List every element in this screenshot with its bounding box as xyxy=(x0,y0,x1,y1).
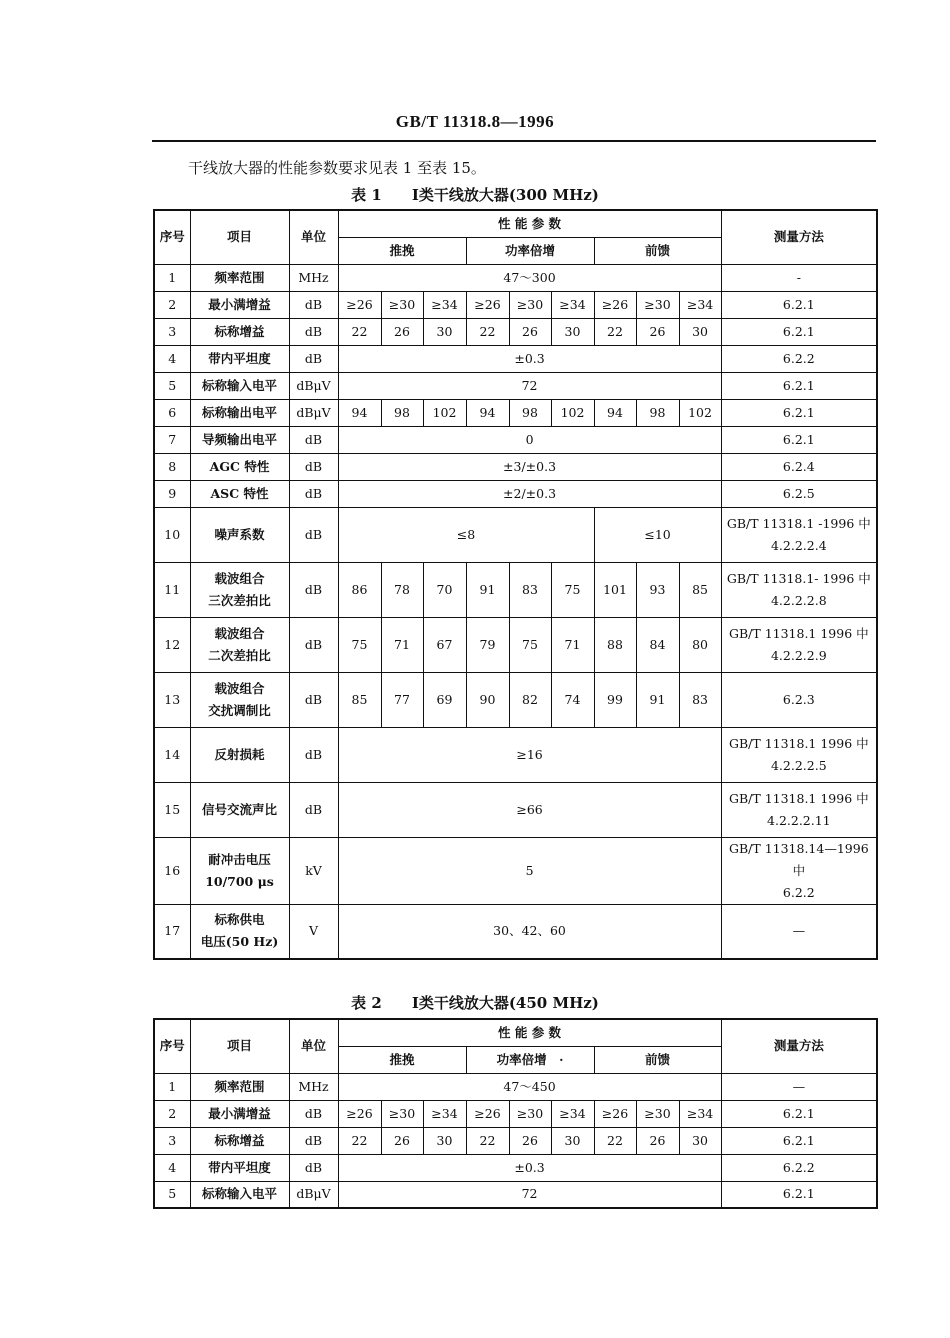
method-line: 4.2.2.2.11 xyxy=(767,812,831,828)
seq-cell: 13 xyxy=(154,672,190,727)
seq-cell: 12 xyxy=(154,617,190,672)
item-cell: 最小满增益 xyxy=(190,291,289,318)
intro-paragraph: 干线放大器的性能参数要求见表 1 至表 15。 xyxy=(188,159,486,177)
unit-cell: dB xyxy=(289,507,338,562)
method-cell: 6.2.1 xyxy=(721,426,877,453)
table1-header-row xyxy=(154,210,877,237)
value-cell: ≥34 xyxy=(423,1100,466,1127)
seq-cell: 3 xyxy=(154,318,190,345)
table-row xyxy=(154,562,877,617)
value-cell: 22 xyxy=(466,318,509,345)
item-cell: 带内平坦度 xyxy=(190,1154,289,1181)
value-cell: 78 xyxy=(381,562,423,617)
value-cell: ≥34 xyxy=(423,291,466,318)
item-cell: 导频输出电平 xyxy=(190,426,289,453)
unit-cell: dB xyxy=(289,291,338,318)
table-row xyxy=(154,345,877,372)
method-line: 4.2.2.2.4 xyxy=(770,537,827,553)
method-line: GB/T 11318.1 -1996 中 xyxy=(726,515,871,531)
value-cell: ±2/±0.3 xyxy=(338,480,721,507)
value-cell: ≥26 xyxy=(466,291,509,318)
item-cell: 频率范围 xyxy=(190,264,289,291)
item-line: 电压(50 Hz) xyxy=(200,934,279,950)
value-cell: 91 xyxy=(466,562,509,617)
value-cell: ≥34 xyxy=(679,1100,721,1127)
value-cell: 75 xyxy=(338,617,381,672)
method-cell xyxy=(721,727,877,782)
value-cell: ≥26 xyxy=(338,291,381,318)
table1-col-power: 功率倍增 xyxy=(466,237,594,264)
value-cell: 98 xyxy=(509,399,551,426)
value-cell: 102 xyxy=(551,399,594,426)
value-cell: 98 xyxy=(381,399,423,426)
value-cell: ≥26 xyxy=(338,1100,381,1127)
value-cell: 22 xyxy=(466,1127,509,1154)
value-cell: 84 xyxy=(636,617,679,672)
value-cell: 88 xyxy=(594,617,636,672)
value-cell: 67 xyxy=(423,617,466,672)
seq-cell: 11 xyxy=(154,562,190,617)
table2-col-perf: 性 能 参 数 xyxy=(338,1019,721,1046)
item-line: 三次差拍比 xyxy=(208,592,271,608)
table1-col-item: 项目 xyxy=(190,210,289,264)
value-cell: ≥30 xyxy=(509,291,551,318)
seq-cell: 9 xyxy=(154,480,190,507)
value-cell: ≥30 xyxy=(381,1100,423,1127)
unit-cell: dBμV xyxy=(289,1181,338,1208)
method-cell: - xyxy=(721,264,877,291)
method-cell: 6.2.3 xyxy=(721,672,877,727)
method-cell: 6.2.1 xyxy=(721,1181,877,1208)
method-cell xyxy=(721,837,877,904)
value-cell: 71 xyxy=(551,617,594,672)
value-cell: 30 xyxy=(551,1127,594,1154)
seq-cell: 4 xyxy=(154,1154,190,1181)
table-row xyxy=(154,318,877,345)
item-cell: 带内平坦度 xyxy=(190,345,289,372)
table-row xyxy=(154,904,877,959)
table-row xyxy=(154,1154,877,1181)
item-cell xyxy=(190,617,289,672)
table2-col-push: 推挽 xyxy=(338,1046,466,1073)
value-cell: 102 xyxy=(679,399,721,426)
value-cell: 99 xyxy=(594,672,636,727)
value-cell: ≥26 xyxy=(594,1100,636,1127)
method-cell xyxy=(721,562,877,617)
value-cell: 30 xyxy=(423,1127,466,1154)
method-line: 4.2.2.2.5 xyxy=(770,757,827,773)
seq-cell: 2 xyxy=(154,1100,190,1127)
value-cell: 94 xyxy=(338,399,381,426)
item-line: 载波组合 xyxy=(214,570,265,586)
method-cell xyxy=(721,782,877,837)
seq-cell: 14 xyxy=(154,727,190,782)
item-cell: 最小满增益 xyxy=(190,1100,289,1127)
table2-caption-title: Ⅰ类干线放大器(450 MHz) xyxy=(411,994,599,1012)
value-cell: 22 xyxy=(594,318,636,345)
item-line: 载波组合 xyxy=(214,625,265,641)
table2-col-item: 项目 xyxy=(190,1019,289,1073)
value-cell: ≥34 xyxy=(551,1100,594,1127)
item-cell: 标称输入电平 xyxy=(190,372,289,399)
item-cell: AGC 特性 xyxy=(190,453,289,480)
table1-col-unit: 单位 xyxy=(289,210,338,264)
seq-cell: 1 xyxy=(154,1073,190,1100)
seq-cell: 4 xyxy=(154,345,190,372)
table-row xyxy=(154,672,877,727)
value-cell: 69 xyxy=(423,672,466,727)
value-cell: 101 xyxy=(594,562,636,617)
unit-cell: dB xyxy=(289,727,338,782)
table1-col-seq: 序号 xyxy=(154,210,190,264)
table2-header-row xyxy=(154,1019,877,1046)
unit-cell: MHz xyxy=(289,1073,338,1100)
value-cell: 82 xyxy=(509,672,551,727)
unit-cell: dB xyxy=(289,345,338,372)
value-cell: 85 xyxy=(338,672,381,727)
table1-caption-title: Ⅰ类干线放大器(300 MHz) xyxy=(411,186,599,204)
table1-col-ff: 前馈 xyxy=(594,237,721,264)
value-cell: 30 xyxy=(423,318,466,345)
table-row xyxy=(154,1100,877,1127)
value-cell: 85 xyxy=(679,562,721,617)
table1-col-push: 推挽 xyxy=(338,237,466,264)
item-line: 交扰调制比 xyxy=(208,702,271,718)
table-row xyxy=(154,507,877,562)
method-cell: 6.2.2 xyxy=(721,345,877,372)
value-cell: 72 xyxy=(338,372,721,399)
value-cell: 30、42、60 xyxy=(338,904,721,959)
unit-cell: dB xyxy=(289,426,338,453)
seq-cell: 6 xyxy=(154,399,190,426)
table2 xyxy=(153,1018,878,1209)
item-cell xyxy=(190,904,289,959)
value-cell: ≥30 xyxy=(636,1100,679,1127)
seq-cell: 5 xyxy=(154,1181,190,1208)
value-cell: 83 xyxy=(509,562,551,617)
seq-cell: 8 xyxy=(154,453,190,480)
item-cell: 标称增益 xyxy=(190,318,289,345)
table-row xyxy=(154,727,877,782)
item-cell: 信号交流声比 xyxy=(190,782,289,837)
table-row xyxy=(154,480,877,507)
item-cell: 标称输入电平 xyxy=(190,1181,289,1208)
unit-cell: dB xyxy=(289,617,338,672)
value-cell: ≥16 xyxy=(338,727,721,782)
method-cell: 6.2.1 xyxy=(721,399,877,426)
method-cell: 6.2.2 xyxy=(721,1154,877,1181)
table-row xyxy=(154,1127,877,1154)
unit-cell: dB xyxy=(289,1100,338,1127)
table-row xyxy=(154,372,877,399)
seq-cell: 16 xyxy=(154,837,190,904)
value-cell: 26 xyxy=(509,1127,551,1154)
unit-cell: dB xyxy=(289,1127,338,1154)
value-cell: 26 xyxy=(636,1127,679,1154)
value-cell: 79 xyxy=(466,617,509,672)
item-cell: 标称输出电平 xyxy=(190,399,289,426)
method-cell: 6.2.4 xyxy=(721,453,877,480)
table1-col-perf: 性 能 参 数 xyxy=(338,210,721,237)
value-cell: 94 xyxy=(594,399,636,426)
unit-cell: dB xyxy=(289,782,338,837)
header-rule xyxy=(152,140,876,142)
value-cell: 0 xyxy=(338,426,721,453)
value-cell: 22 xyxy=(338,1127,381,1154)
value-cell: ≤10 xyxy=(594,507,721,562)
value-cell: 26 xyxy=(381,318,423,345)
unit-cell: kV xyxy=(289,837,338,904)
unit-cell: dB xyxy=(289,562,338,617)
value-cell: ±0.3 xyxy=(338,345,721,372)
unit-cell: dB xyxy=(289,1154,338,1181)
seq-cell: 5 xyxy=(154,372,190,399)
table2-col-seq: 序号 xyxy=(154,1019,190,1073)
unit-cell: dB xyxy=(289,672,338,727)
seq-cell: 2 xyxy=(154,291,190,318)
table-row xyxy=(154,1181,877,1208)
value-cell: 30 xyxy=(679,1127,721,1154)
item-cell xyxy=(190,672,289,727)
seq-cell: 15 xyxy=(154,782,190,837)
value-cell: ≥30 xyxy=(636,291,679,318)
item-line: 二次差拍比 xyxy=(208,647,271,663)
value-cell: 80 xyxy=(679,617,721,672)
value-cell: ≤8 xyxy=(338,507,594,562)
value-cell: 91 xyxy=(636,672,679,727)
table-row xyxy=(154,426,877,453)
seq-cell: 1 xyxy=(154,264,190,291)
method-line: 4.2.2.2.9 xyxy=(770,647,827,663)
item-cell: 噪声系数 xyxy=(190,507,289,562)
table-row xyxy=(154,453,877,480)
item-line: 载波组合 xyxy=(214,680,265,696)
value-cell: 90 xyxy=(466,672,509,727)
table-row xyxy=(154,617,877,672)
table2-col-method: 测量方法 xyxy=(721,1019,877,1073)
value-cell: 75 xyxy=(551,562,594,617)
table-row xyxy=(154,399,877,426)
item-cell: 反射损耗 xyxy=(190,727,289,782)
value-cell: 5 xyxy=(338,837,721,904)
value-cell: ±0.3 xyxy=(338,1154,721,1181)
value-cell: ≥30 xyxy=(509,1100,551,1127)
value-cell: 77 xyxy=(381,672,423,727)
seq-cell: 3 xyxy=(154,1127,190,1154)
table1-col-method: 测量方法 xyxy=(721,210,877,264)
table-row xyxy=(154,291,877,318)
value-cell: 83 xyxy=(679,672,721,727)
table1 xyxy=(153,209,878,960)
method-cell: 6.2.1 xyxy=(721,291,877,318)
value-cell: 74 xyxy=(551,672,594,727)
table2-col-unit: 单位 xyxy=(289,1019,338,1073)
value-cell: 86 xyxy=(338,562,381,617)
unit-cell: dBμV xyxy=(289,399,338,426)
value-cell: ≥26 xyxy=(594,291,636,318)
item-cell xyxy=(190,562,289,617)
table-row xyxy=(154,782,877,837)
table2-caption xyxy=(0,992,950,1013)
value-cell: ≥34 xyxy=(551,291,594,318)
value-cell: 70 xyxy=(423,562,466,617)
value-cell: ≥30 xyxy=(381,291,423,318)
item-cell: ASC 特性 xyxy=(190,480,289,507)
method-cell: 6.2.1 xyxy=(721,372,877,399)
value-cell: 102 xyxy=(423,399,466,426)
value-cell: 71 xyxy=(381,617,423,672)
unit-cell: dB xyxy=(289,453,338,480)
method-line: GB/T 11318.1 1996 中 xyxy=(729,790,869,806)
method-line: GB/T 11318.1 1996 中 xyxy=(729,625,869,641)
item-cell: 标称增益 xyxy=(190,1127,289,1154)
value-cell: 22 xyxy=(338,318,381,345)
method-line: GB/T 11318.1 1996 中 xyxy=(729,735,869,751)
method-cell: 6.2.1 xyxy=(721,1127,877,1154)
unit-cell: V xyxy=(289,904,338,959)
value-cell: ≥66 xyxy=(338,782,721,837)
table-row xyxy=(154,264,877,291)
value-cell: ±3/±0.3 xyxy=(338,453,721,480)
value-cell: 47～450 xyxy=(338,1073,721,1100)
method-line: 6.2.2 xyxy=(782,884,815,900)
value-cell: 26 xyxy=(509,318,551,345)
method-cell: 6.2.1 xyxy=(721,1100,877,1127)
method-cell: — xyxy=(721,1073,877,1100)
value-cell: 94 xyxy=(466,399,509,426)
method-cell xyxy=(721,507,877,562)
item-cell: 频率范围 xyxy=(190,1073,289,1100)
method-cell: — xyxy=(721,904,877,959)
table2-col-ff: 前馈 xyxy=(594,1046,721,1073)
value-cell: 30 xyxy=(551,318,594,345)
method-cell: 6.2.5 xyxy=(721,480,877,507)
table1-caption xyxy=(0,184,950,205)
value-cell: 26 xyxy=(636,318,679,345)
item-cell xyxy=(190,837,289,904)
value-cell: 26 xyxy=(381,1127,423,1154)
unit-cell: dB xyxy=(289,480,338,507)
value-cell: ≥26 xyxy=(466,1100,509,1127)
value-cell: 47～300 xyxy=(338,264,721,291)
item-line: 耐冲击电压 xyxy=(208,851,271,867)
table2-caption-number: 表 2 xyxy=(351,994,382,1012)
value-cell: 93 xyxy=(636,562,679,617)
value-cell: 30 xyxy=(679,318,721,345)
table-row xyxy=(154,837,877,904)
value-cell: 72 xyxy=(338,1181,721,1208)
method-line: GB/T 11318.14—1996 中 xyxy=(729,840,869,878)
method-line: GB/T 11318.1- 1996 中 xyxy=(726,570,871,586)
method-cell: 6.2.1 xyxy=(721,318,877,345)
unit-cell: MHz xyxy=(289,264,338,291)
seq-cell: 7 xyxy=(154,426,190,453)
method-line: 4.2.2.2.8 xyxy=(770,592,827,608)
seq-cell: 17 xyxy=(154,904,190,959)
value-cell: ≥34 xyxy=(679,291,721,318)
value-cell: 98 xyxy=(636,399,679,426)
document-header: GB/T 11318.8—1996 xyxy=(395,112,555,131)
unit-cell: dBμV xyxy=(289,372,338,399)
value-cell: 22 xyxy=(594,1127,636,1154)
table-row xyxy=(154,1073,877,1100)
table1-caption-number: 表 1 xyxy=(351,186,382,204)
method-cell xyxy=(721,617,877,672)
seq-cell: 10 xyxy=(154,507,190,562)
item-line: 标称供电 xyxy=(214,912,265,928)
value-cell: 75 xyxy=(509,617,551,672)
unit-cell: dB xyxy=(289,318,338,345)
item-line: 10/700 μs xyxy=(205,873,274,889)
table2-col-power: 功率倍增 · xyxy=(466,1046,594,1073)
